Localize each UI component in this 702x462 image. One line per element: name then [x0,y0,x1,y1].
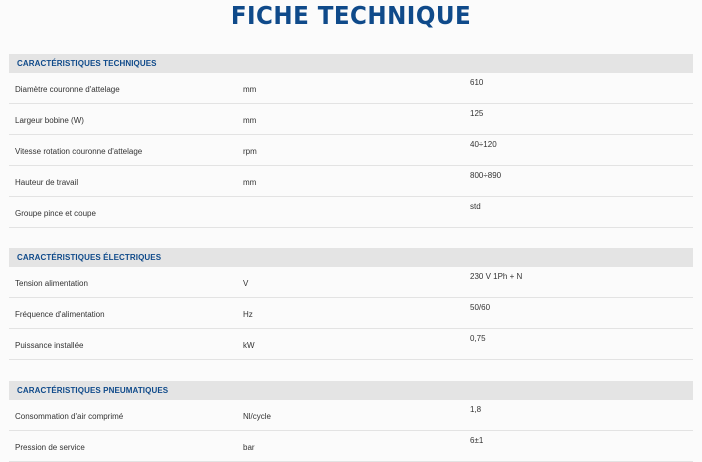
row-unit: mm [243,85,257,94]
row-unit: kW [243,341,255,350]
row-label: Pression de service [15,443,85,452]
row-value: 1,8 [470,405,482,414]
table-row [9,329,693,360]
table-row [9,267,693,298]
row-value: 125 [470,109,484,118]
table-row [9,197,693,228]
row-label: Puissance installée [15,341,84,350]
section-header: CARACTÉRISTIQUES TECHNIQUES [9,54,693,73]
row-unit: rpm [243,147,257,156]
row-unit: Hz [243,310,253,319]
row-label: Groupe pince et coupe [15,209,96,218]
row-label: Fréquence d'alimentation [15,310,105,319]
table-row [9,400,693,431]
row-value: 50/60 [470,303,491,312]
table-row [9,135,693,166]
table-row [9,104,693,135]
row-unit: Nl/cycle [243,412,272,421]
row-label: Hauteur de travail [15,178,79,187]
row-unit: mm [243,178,257,187]
row-value: 230 V 1Ph + N [470,272,523,281]
row-value: 800÷890 [470,171,502,180]
section-pneumatic [9,381,693,462]
row-label: Tension alimentation [15,279,88,288]
row-label: Largeur bobine (W) [15,116,84,125]
row-unit: V [243,279,249,288]
table-row [9,431,693,462]
row-label: Consommation d'air comprimé [15,412,124,421]
row-value: 6±1 [470,436,484,445]
page-title: FICHE TECHNIQUE [230,1,472,30]
section-electrical [9,248,693,360]
row-label: Diamètre couronne d'attelage [15,85,120,94]
row-label: Vitesse rotation couronne d'attelage [15,147,143,156]
table-row [9,73,693,104]
row-value: 40÷120 [470,140,497,149]
table-row [9,166,693,197]
section-header: CARACTÉRISTIQUES PNEUMATIQUES [9,381,693,400]
table-row [9,298,693,329]
row-value: std [470,202,481,211]
section-header: CARACTÉRISTIQUES ÉLECTRIQUES [9,248,693,267]
row-value: 0,75 [470,334,486,343]
row-unit: bar [243,443,255,452]
row-unit: mm [243,116,257,125]
row-value: 610 [470,78,484,87]
section-technical [9,54,693,228]
